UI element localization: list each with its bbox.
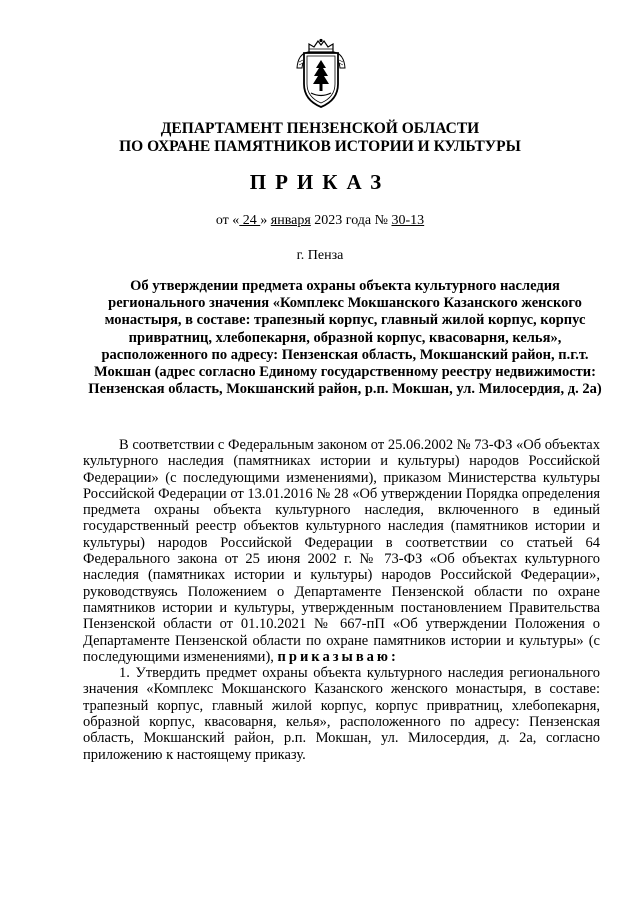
department-name: [0, 120, 640, 156]
document-type-title: ПРИКАЗ: [249, 170, 391, 194]
preamble-text: В соответствии с Федеральным законом от 25.06.2002 № 73-ФЗ «Об объектах культурного наследия (памятниках истории и культуры) народов Российской Федерации» (с последующими изменениями), приказом Министерства культуры Российской Федерации от 13.01.2016 № 28 «Об утверждении Порядка определения предмета охраны объекта культурного наследия, включенного в единый государственный реестр объектов культурного наследия (памятников истории и культуры) народов Российской Федерации в соответствии со статьей 64 Федерального закона от 25 июня 2002 г. № 73-ФЗ «Об объектах культурного наследия (памятниках истории и культуры) народов Российской Федерации», руководствуясь Положением о Департаменте Пензенской области по охране памятников истории и культуры, утвержденным постановлением Правительства Пензенской области от 01.10.2021 № 667-пП «Об утверждении Положения о Департаменте Пензенской области по охране памятников истории и культуры» (с последующими изменениями),: [83, 437, 600, 665]
coat-of-arms-emblem: [294, 38, 348, 110]
document-subject: Об утверждении предмета охраны объекта культурного наследия регионального значения «Комплекс Мокшанского Казанского женского монастыря, в составе: трапезный корпус, главный жилой корпус, корпус привратниц, хлебопекарня, образной корпус, квасоварня, келья», расположенного по адресу: Пензенская область, Мокшанский район, п.г.т. Мокшан (адрес согласно Единому государственному реестру недвижимости: Пензенская область, Мокшанский район, р.п. Мокшан, ул. Милосердия, д. 2а): [88, 278, 602, 398]
date-number-line: [0, 213, 640, 229]
order-item-1: 1. Утвердить предмет охраны объекта культурного наследия регионального значения «Комплекс Мокшанского Казанского женского монастыря, в составе: трапезный корпус, главный жилой корпус, корпус привратниц, хлебопекарня, образной корпус, квасоварня, келья», расположенного по адресу: Пензенская область, Мокшанский район, р.п. Мокшан, ул. Милосердия, д. 2а, согласно приложению к настоящему приказу.: [83, 665, 600, 763]
document-body: [83, 437, 600, 763]
date-year: 2023 года №: [310, 213, 392, 228]
department-name-line1: ДЕПАРТАМЕНТ ПЕНЗЕНСКОЙ ОБЛАСТИ: [160, 120, 480, 137]
order-word: приказываю:: [277, 648, 399, 665]
preamble-paragraph: [83, 437, 600, 665]
document-number: 30-13: [391, 213, 425, 228]
date-prefix: от «: [215, 213, 240, 228]
date-month: января: [270, 213, 311, 228]
city-name: г. Пенза: [296, 248, 344, 263]
date-mid: »: [260, 213, 271, 228]
department-name-line2: ПО ОХРАНЕ ПАМЯТНИКОВ ИСТОРИИ И КУЛЬТУРЫ: [119, 138, 521, 155]
date-day: 24: [239, 213, 261, 228]
